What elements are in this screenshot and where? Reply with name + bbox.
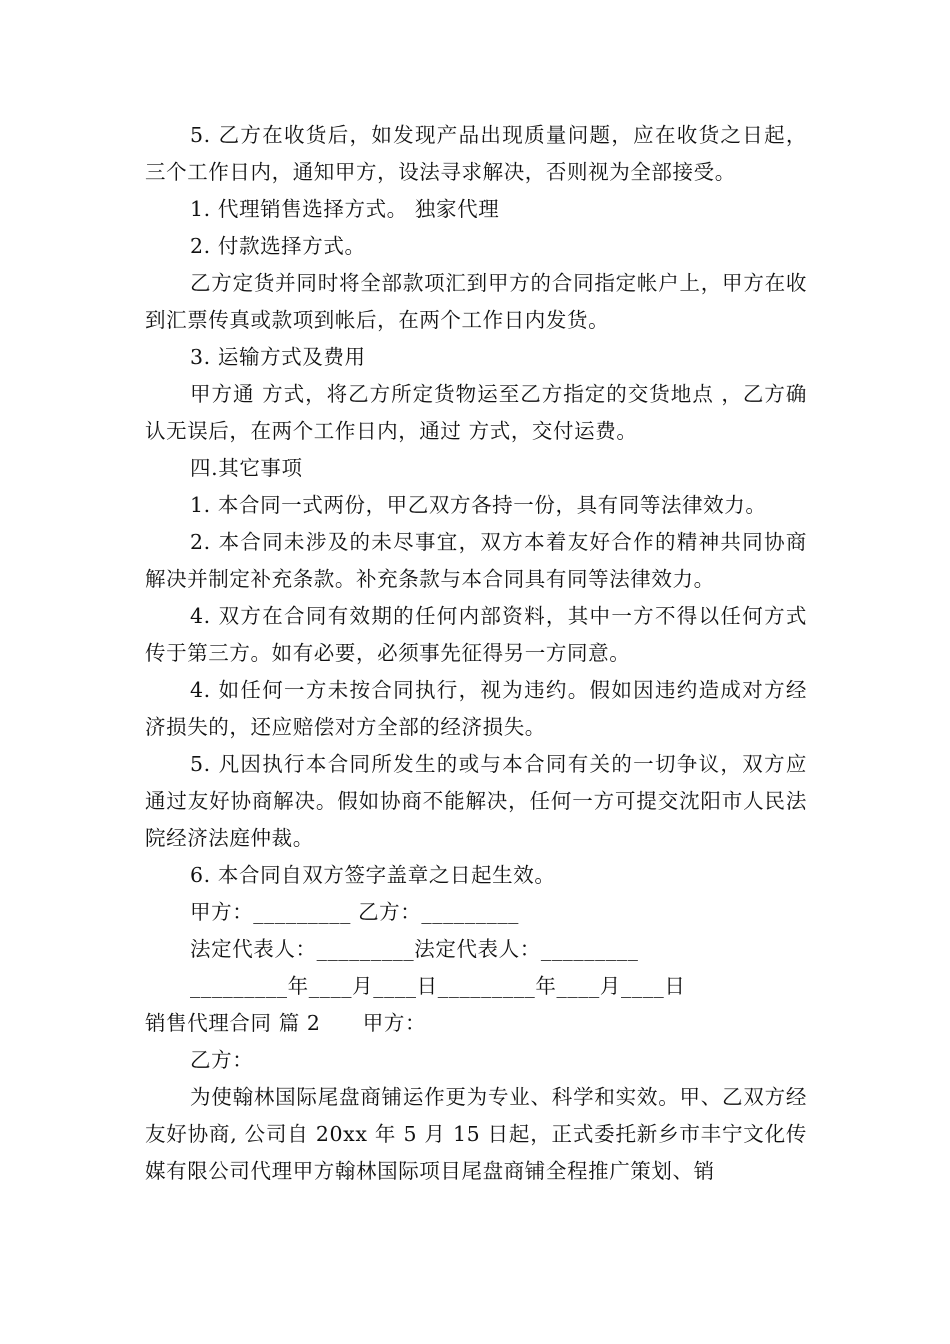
- paragraph-confidentiality: 4. 双方在合同有效期的任何内部资料，其中一方不得以任何方式传于第三方。如有必要，必须事先征得另一方同意。: [145, 604, 807, 665]
- paragraph-transport-heading: 3. 运输方式及费用: [190, 345, 366, 369]
- document-body: [145, 117, 807, 1190]
- section-heading-other-matters: 四.其它事项: [190, 456, 303, 480]
- paragraph-transport-detail: 甲方通 方式，将乙方所定货物运至乙方指定的交货地点 ，乙方确认无误后，在两个工作日内，通过 方式，交付运费。: [145, 382, 807, 443]
- paragraph-payment-detail: 乙方定货并同时将全部款项汇到甲方的合同指定帐户上，甲方在收到汇票传真或款项到帐后，在两个工作日内发货。: [145, 271, 807, 332]
- paragraph-copies: 1. 本合同一式两份，甲乙双方各持一份，具有同等法律效力。: [190, 493, 767, 517]
- contract-2-heading: 销售代理合同 篇 2 甲方：: [145, 1011, 427, 1035]
- paragraph-effective-date: 6. 本合同自双方签字盖章之日起生效。: [190, 863, 556, 887]
- paragraph-dispute: 5. 凡因执行本合同所发生的或与本合同有关的一切争议，双方应通过友好协商解决。假如协商不能解决，任何一方可提交沈阳市人民法院经济法庭仲裁。: [145, 752, 807, 850]
- signature-parties-line: 甲方：_________ 乙方：_________: [190, 900, 520, 924]
- paragraph-agency-method: 1. 代理销售选择方式。 独家代理: [190, 197, 500, 221]
- paragraph-payment-method: 2. 付款选择方式。: [190, 234, 366, 258]
- party-b-line: 乙方：: [190, 1048, 254, 1072]
- signature-date-line: _________年____月____日_________年____月____日: [190, 974, 686, 998]
- paragraph-contract-2-intro: 为使翰林国际尾盘商铺运作更为专业、科学和实效。甲、乙双方经友好协商, 公司自 20xx 年 5 月 15 日起，正式委托新乡市丰宁文化传媒有限公司代理甲方翰林国际项目尾盘商铺全程推广策划、销: [145, 1085, 807, 1183]
- paragraph-breach: 4. 如任何一方未按合同执行，视为违约。假如因违约造成对方经济损失的，还应赔偿对方全部的经济损失。: [145, 678, 807, 739]
- paragraph-quality-issue: 5. 乙方在收货后，如发现产品出现质量问题，应在收货之日起，三个工作日内，通知甲方，设法寻求解决，否则视为全部接受。: [145, 123, 807, 184]
- signature-representatives-line: 法定代表人：_________法定代表人：_________: [190, 937, 639, 961]
- paragraph-supplementary-terms: 2. 本合同未涉及的未尽事宜，双方本着友好合作的精神共同协商解决并制定补充条款。补充条款与本合同具有同等法律效力。: [145, 530, 807, 591]
